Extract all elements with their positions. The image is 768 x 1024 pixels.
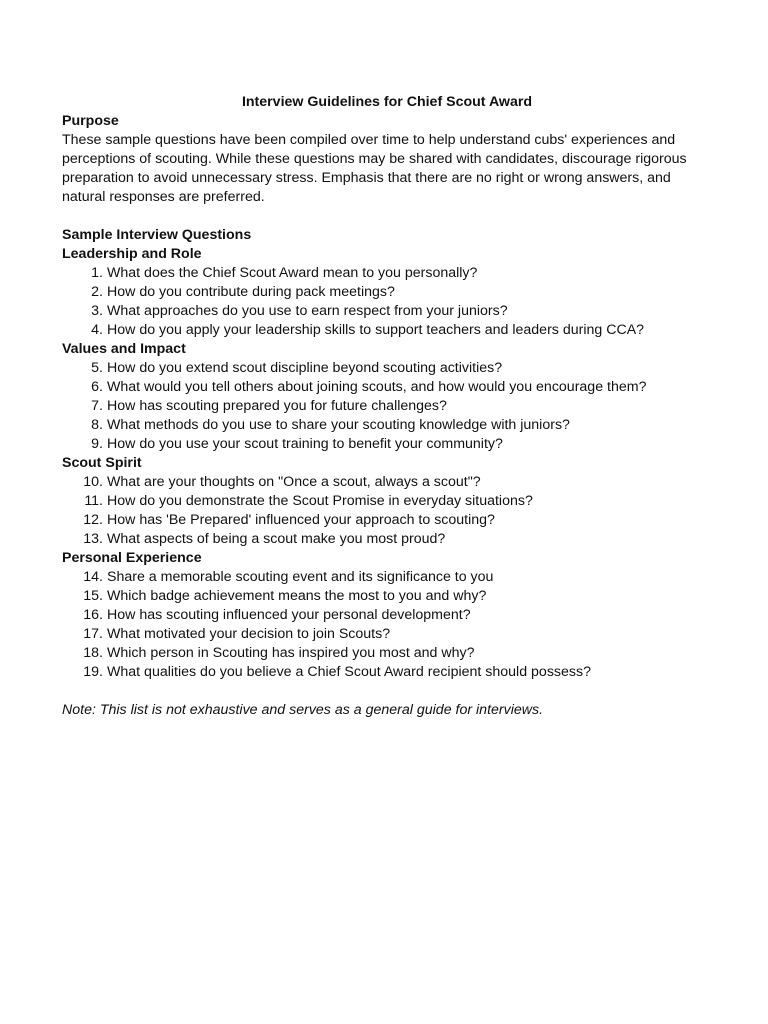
question-number: 5. [91, 360, 103, 376]
question-item [62, 530, 712, 549]
section-heading-personal: Personal Experience [62, 550, 202, 566]
question-item [62, 302, 712, 321]
question-item [62, 587, 712, 606]
question-number: 18. [83, 645, 103, 661]
question-number: 8. [91, 417, 103, 433]
closing-note: Note: This list is not exhaustive and serves as a general guide for interviews. [62, 702, 544, 718]
question-item [62, 625, 712, 644]
question-number: 17. [83, 626, 103, 642]
question-item [62, 359, 712, 378]
question-number: 1. [91, 265, 103, 281]
question-text: How do you contribute during pack meetings? [107, 284, 395, 300]
question-list-leadership [62, 264, 712, 340]
question-text: How has 'Be Prepared' influenced your approach to scouting? [107, 512, 495, 528]
question-list-personal [62, 568, 712, 682]
purpose-heading: Purpose [62, 113, 119, 129]
question-text: What approaches do you use to earn respect from your juniors? [107, 303, 508, 319]
question-text: How do you extend scout discipline beyond scouting activities? [107, 360, 503, 376]
question-text: What methods do you use to share your scouting knowledge with juniors? [107, 417, 570, 433]
blank-line [62, 207, 712, 226]
question-item [62, 663, 712, 682]
question-item [62, 416, 712, 435]
question-text: How has scouting influenced your personal development? [107, 607, 471, 623]
question-number: 7. [91, 398, 103, 414]
question-text: How do you demonstrate the Scout Promise in everyday situations? [107, 493, 533, 509]
question-item [62, 473, 712, 492]
question-number: 10. [83, 474, 103, 490]
question-number: 12. [83, 512, 103, 528]
question-item [62, 378, 712, 397]
question-number: 14. [83, 569, 103, 585]
question-sections [62, 245, 712, 682]
question-list-values [62, 359, 712, 454]
question-item [62, 283, 712, 302]
question-item [62, 492, 712, 511]
question-item [62, 435, 712, 454]
question-item [62, 606, 712, 625]
question-text: What qualities do you believe a Chief Scout Award recipient should possess? [107, 664, 591, 680]
blank-line [62, 682, 712, 701]
question-number: 13. [83, 531, 103, 547]
question-number: 9. [91, 436, 103, 452]
question-text: How has scouting prepared you for future challenges? [107, 398, 447, 414]
question-number: 2. [91, 284, 103, 300]
question-text: Share a memorable scouting event and its significance to you [107, 569, 494, 585]
question-number: 3. [91, 303, 103, 319]
document-page [62, 93, 712, 720]
question-item [62, 264, 712, 283]
questions-heading: Sample Interview Questions [62, 227, 252, 243]
question-text: What aspects of being a scout make you most proud? [107, 531, 446, 547]
question-item [62, 321, 712, 340]
question-item [62, 397, 712, 416]
question-item [62, 511, 712, 530]
question-number: 4. [91, 322, 103, 338]
document-title: Interview Guidelines for Chief Scout Award [241, 94, 533, 110]
question-number: 11. [84, 493, 103, 509]
question-text: What does the Chief Scout Award mean to you personally? [107, 265, 478, 281]
question-text: How do you apply your leadership skills to support teachers and leaders during CCA? [107, 322, 645, 338]
question-number: 6. [91, 379, 103, 395]
question-text: Which person in Scouting has inspired you most and why? [107, 645, 475, 661]
purpose-paragraph: These sample questions have been compiled over time to help understand cubs' experiences and perceptions of scouting. While these questions may be shared with candidates, discourage rigorous preparation to avoid unnecessary stress. Emphasis that there are no right or wrong answers, and natural responses are preferred. [62, 132, 687, 205]
question-number: 15. [83, 588, 103, 604]
section-heading-scout-spirit: Scout Spirit [62, 455, 142, 471]
question-number: 16. [83, 607, 103, 623]
question-text: What are your thoughts on "Once a scout, always a scout"? [107, 474, 481, 490]
question-number: 19. [83, 664, 103, 680]
section-heading-leadership: Leadership and Role [62, 246, 202, 262]
question-list-scout-spirit [62, 473, 712, 549]
question-text: What would you tell others about joining scouts, and how would you encourage them? [107, 379, 647, 395]
section-heading-values: Values and Impact [62, 341, 186, 357]
question-text: What motivated your decision to join Scouts? [107, 626, 391, 642]
question-item [62, 568, 712, 587]
question-item [62, 644, 712, 663]
question-text: How do you use your scout training to benefit your community? [107, 436, 503, 452]
question-text: Which badge achievement means the most to you and why? [107, 588, 487, 604]
